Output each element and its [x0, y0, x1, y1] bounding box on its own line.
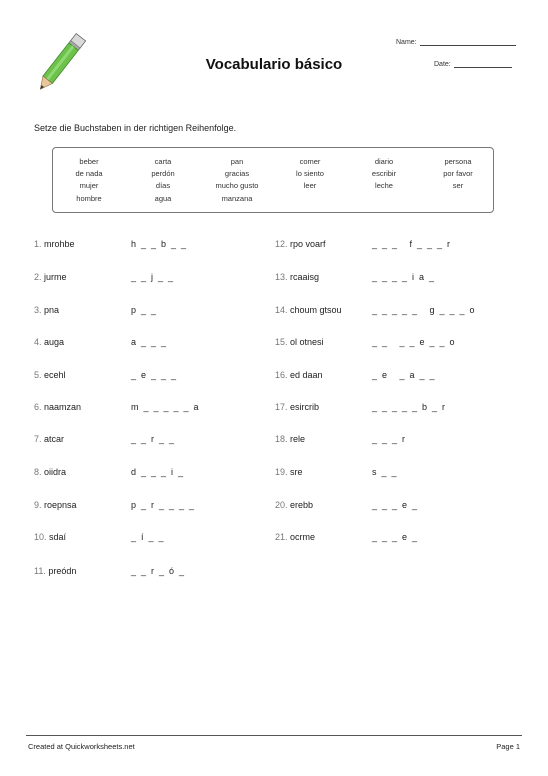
- question-item: [34, 434, 175, 448]
- scrambled-word: rele: [290, 434, 306, 444]
- date-line[interactable]: [454, 60, 512, 68]
- question-item: [275, 402, 446, 416]
- answer-blanks[interactable]: m _ _ _ _ _ a: [131, 402, 199, 412]
- answer-blanks[interactable]: _ _ _ _ i a _: [372, 272, 435, 282]
- footer-divider: [26, 735, 522, 736]
- scrambled-word: naamzan: [44, 402, 82, 412]
- word-bank-word: comer: [299, 157, 321, 166]
- word-bank-word: gracias: [224, 169, 250, 178]
- word-bank-word: ser: [452, 181, 464, 190]
- name-field[interactable]: [396, 38, 516, 46]
- question-item: [275, 337, 455, 351]
- question-number: 10.: [34, 532, 47, 542]
- scrambled-word: erebb: [290, 500, 314, 510]
- question-number: 3.: [34, 305, 42, 315]
- question-number: 14.: [275, 305, 288, 315]
- question-item: [275, 467, 397, 481]
- scrambled-word: rpo voarf: [290, 239, 326, 249]
- question-item: [34, 370, 177, 384]
- question-number: 2.: [34, 272, 42, 282]
- question-item: [275, 532, 418, 546]
- word-bank-word: días: [155, 181, 171, 190]
- question-item: [275, 434, 406, 448]
- question-item: [34, 532, 164, 546]
- question-number: 11.: [34, 566, 46, 576]
- word-bank-row: [53, 194, 493, 206]
- word-bank: [52, 147, 494, 213]
- answer-blanks[interactable]: _ _ j _ _: [131, 272, 174, 282]
- answer-blanks[interactable]: _ _ r _ _: [131, 434, 175, 444]
- word-bank-word: beber: [79, 157, 99, 166]
- answer-blanks[interactable]: _ _ _ _ _ b _ r: [372, 402, 446, 412]
- answer-blanks[interactable]: _ e _ _ _: [131, 370, 177, 380]
- question-number: 9.: [34, 500, 42, 510]
- question-number: 20.: [275, 500, 288, 510]
- answer-blanks[interactable]: _ _ _ e _: [372, 500, 418, 510]
- name-label: Name:: [396, 39, 417, 46]
- word-bank-word: mujer: [79, 181, 99, 190]
- word-bank-word: de nada: [75, 169, 103, 178]
- answer-blanks[interactable]: h _ _ b _ _: [131, 239, 187, 249]
- word-bank-word: persona: [444, 157, 472, 166]
- question-number: 21.: [275, 532, 288, 542]
- word-bank-word: mucho gusto: [215, 181, 259, 190]
- answer-blanks[interactable]: p _ r _ _ _ _: [131, 500, 195, 510]
- word-bank-word: agua: [154, 194, 172, 203]
- answer-blanks[interactable]: _ _ _ r: [372, 434, 406, 444]
- scrambled-word: sre: [290, 467, 303, 477]
- answer-blanks[interactable]: _ _ r _ ó _: [131, 566, 185, 576]
- word-bank-word: carta: [154, 157, 172, 166]
- question-number: 7.: [34, 434, 42, 444]
- question-item: [34, 239, 187, 253]
- scrambled-word: roepnsa: [44, 500, 77, 510]
- question-number: 15.: [275, 337, 288, 347]
- question-number: 16.: [275, 370, 288, 380]
- word-bank-row: [53, 169, 493, 181]
- scrambled-word: ocrme: [290, 532, 316, 542]
- instructions: Setze die Buchstaben in der richtigen Reihenfolge.: [34, 123, 237, 133]
- question-number: 18.: [275, 434, 288, 444]
- name-line[interactable]: [420, 38, 516, 46]
- word-bank-word: leer: [303, 181, 317, 190]
- scrambled-word: choum gtsou: [290, 305, 342, 315]
- date-field[interactable]: [434, 60, 512, 68]
- question-item: [34, 566, 185, 580]
- question-item: [34, 272, 174, 286]
- scrambled-word: ed daan: [290, 370, 323, 380]
- scrambled-word: jurme: [44, 272, 67, 282]
- page-number: Page 1: [496, 742, 520, 751]
- question-item: [275, 500, 418, 514]
- question-item: [34, 402, 199, 416]
- scrambled-word: sdaí: [49, 532, 67, 542]
- question-number: 19.: [275, 467, 288, 477]
- word-bank-row: [53, 181, 493, 193]
- answer-blanks[interactable]: _ _ _ f _ _ _ r: [372, 239, 451, 249]
- word-bank-word: lo siento: [296, 169, 324, 178]
- question-item: [275, 272, 435, 286]
- answer-blanks[interactable]: _ _ _ e _: [372, 532, 418, 542]
- footer-credit: Created at Quickworksheets.net: [28, 742, 135, 751]
- answer-blanks[interactable]: _ _ _ _ _ g _ _ _ o: [372, 305, 475, 315]
- question-item: [275, 370, 435, 384]
- answer-blanks[interactable]: a _ _ _: [131, 337, 167, 347]
- question-number: 4.: [34, 337, 42, 347]
- word-bank-row: [53, 157, 493, 169]
- word-bank-word: manzana: [221, 194, 253, 203]
- scrambled-word: mrohbe: [44, 239, 75, 249]
- word-bank-word: escribir: [371, 169, 397, 178]
- question-number: 12.: [275, 239, 288, 249]
- scrambled-word: preódn: [48, 566, 77, 576]
- question-item: [34, 305, 157, 319]
- word-bank-word: leche: [375, 181, 393, 190]
- word-bank-word: diario: [374, 157, 394, 166]
- answer-blanks[interactable]: d _ _ _ i _: [131, 467, 184, 477]
- word-bank-word: pan: [230, 157, 244, 166]
- word-bank-word: por favor: [443, 169, 473, 178]
- answer-blanks[interactable]: _ í _ _: [131, 532, 164, 542]
- word-bank-word: perdón: [151, 169, 175, 178]
- question-number: 13.: [275, 272, 288, 282]
- question-item: [34, 500, 195, 514]
- scrambled-word: ol otnesi: [290, 337, 324, 347]
- answer-blanks[interactable]: _ _ _ _ e _ _ o: [372, 337, 455, 347]
- question-item: [34, 467, 184, 481]
- answer-blanks[interactable]: p _ _: [131, 305, 157, 315]
- page-title: Vocabulario básico: [205, 56, 343, 73]
- scrambled-word: pna: [44, 305, 60, 315]
- scrambled-word: esircrib: [290, 402, 320, 412]
- date-label: Date:: [434, 61, 451, 68]
- question-number: 6.: [34, 402, 42, 412]
- scrambled-word: rcaaisg: [290, 272, 320, 282]
- question-number: 8.: [34, 467, 42, 477]
- question-item: [275, 239, 451, 253]
- question-item: [34, 337, 167, 351]
- answer-blanks[interactable]: s _ _: [372, 467, 397, 477]
- word-bank-word: hombre: [76, 194, 102, 203]
- answer-blanks[interactable]: _ e _ a _ _: [372, 370, 435, 380]
- question-number: 17.: [275, 402, 288, 412]
- scrambled-word: atcar: [44, 434, 65, 444]
- scrambled-word: auga: [44, 337, 65, 347]
- question-item: [275, 305, 475, 319]
- question-number: 1.: [34, 239, 42, 249]
- scrambled-word: ecehl: [44, 370, 66, 380]
- scrambled-word: oiidra: [44, 467, 67, 477]
- question-number: 5.: [34, 370, 42, 380]
